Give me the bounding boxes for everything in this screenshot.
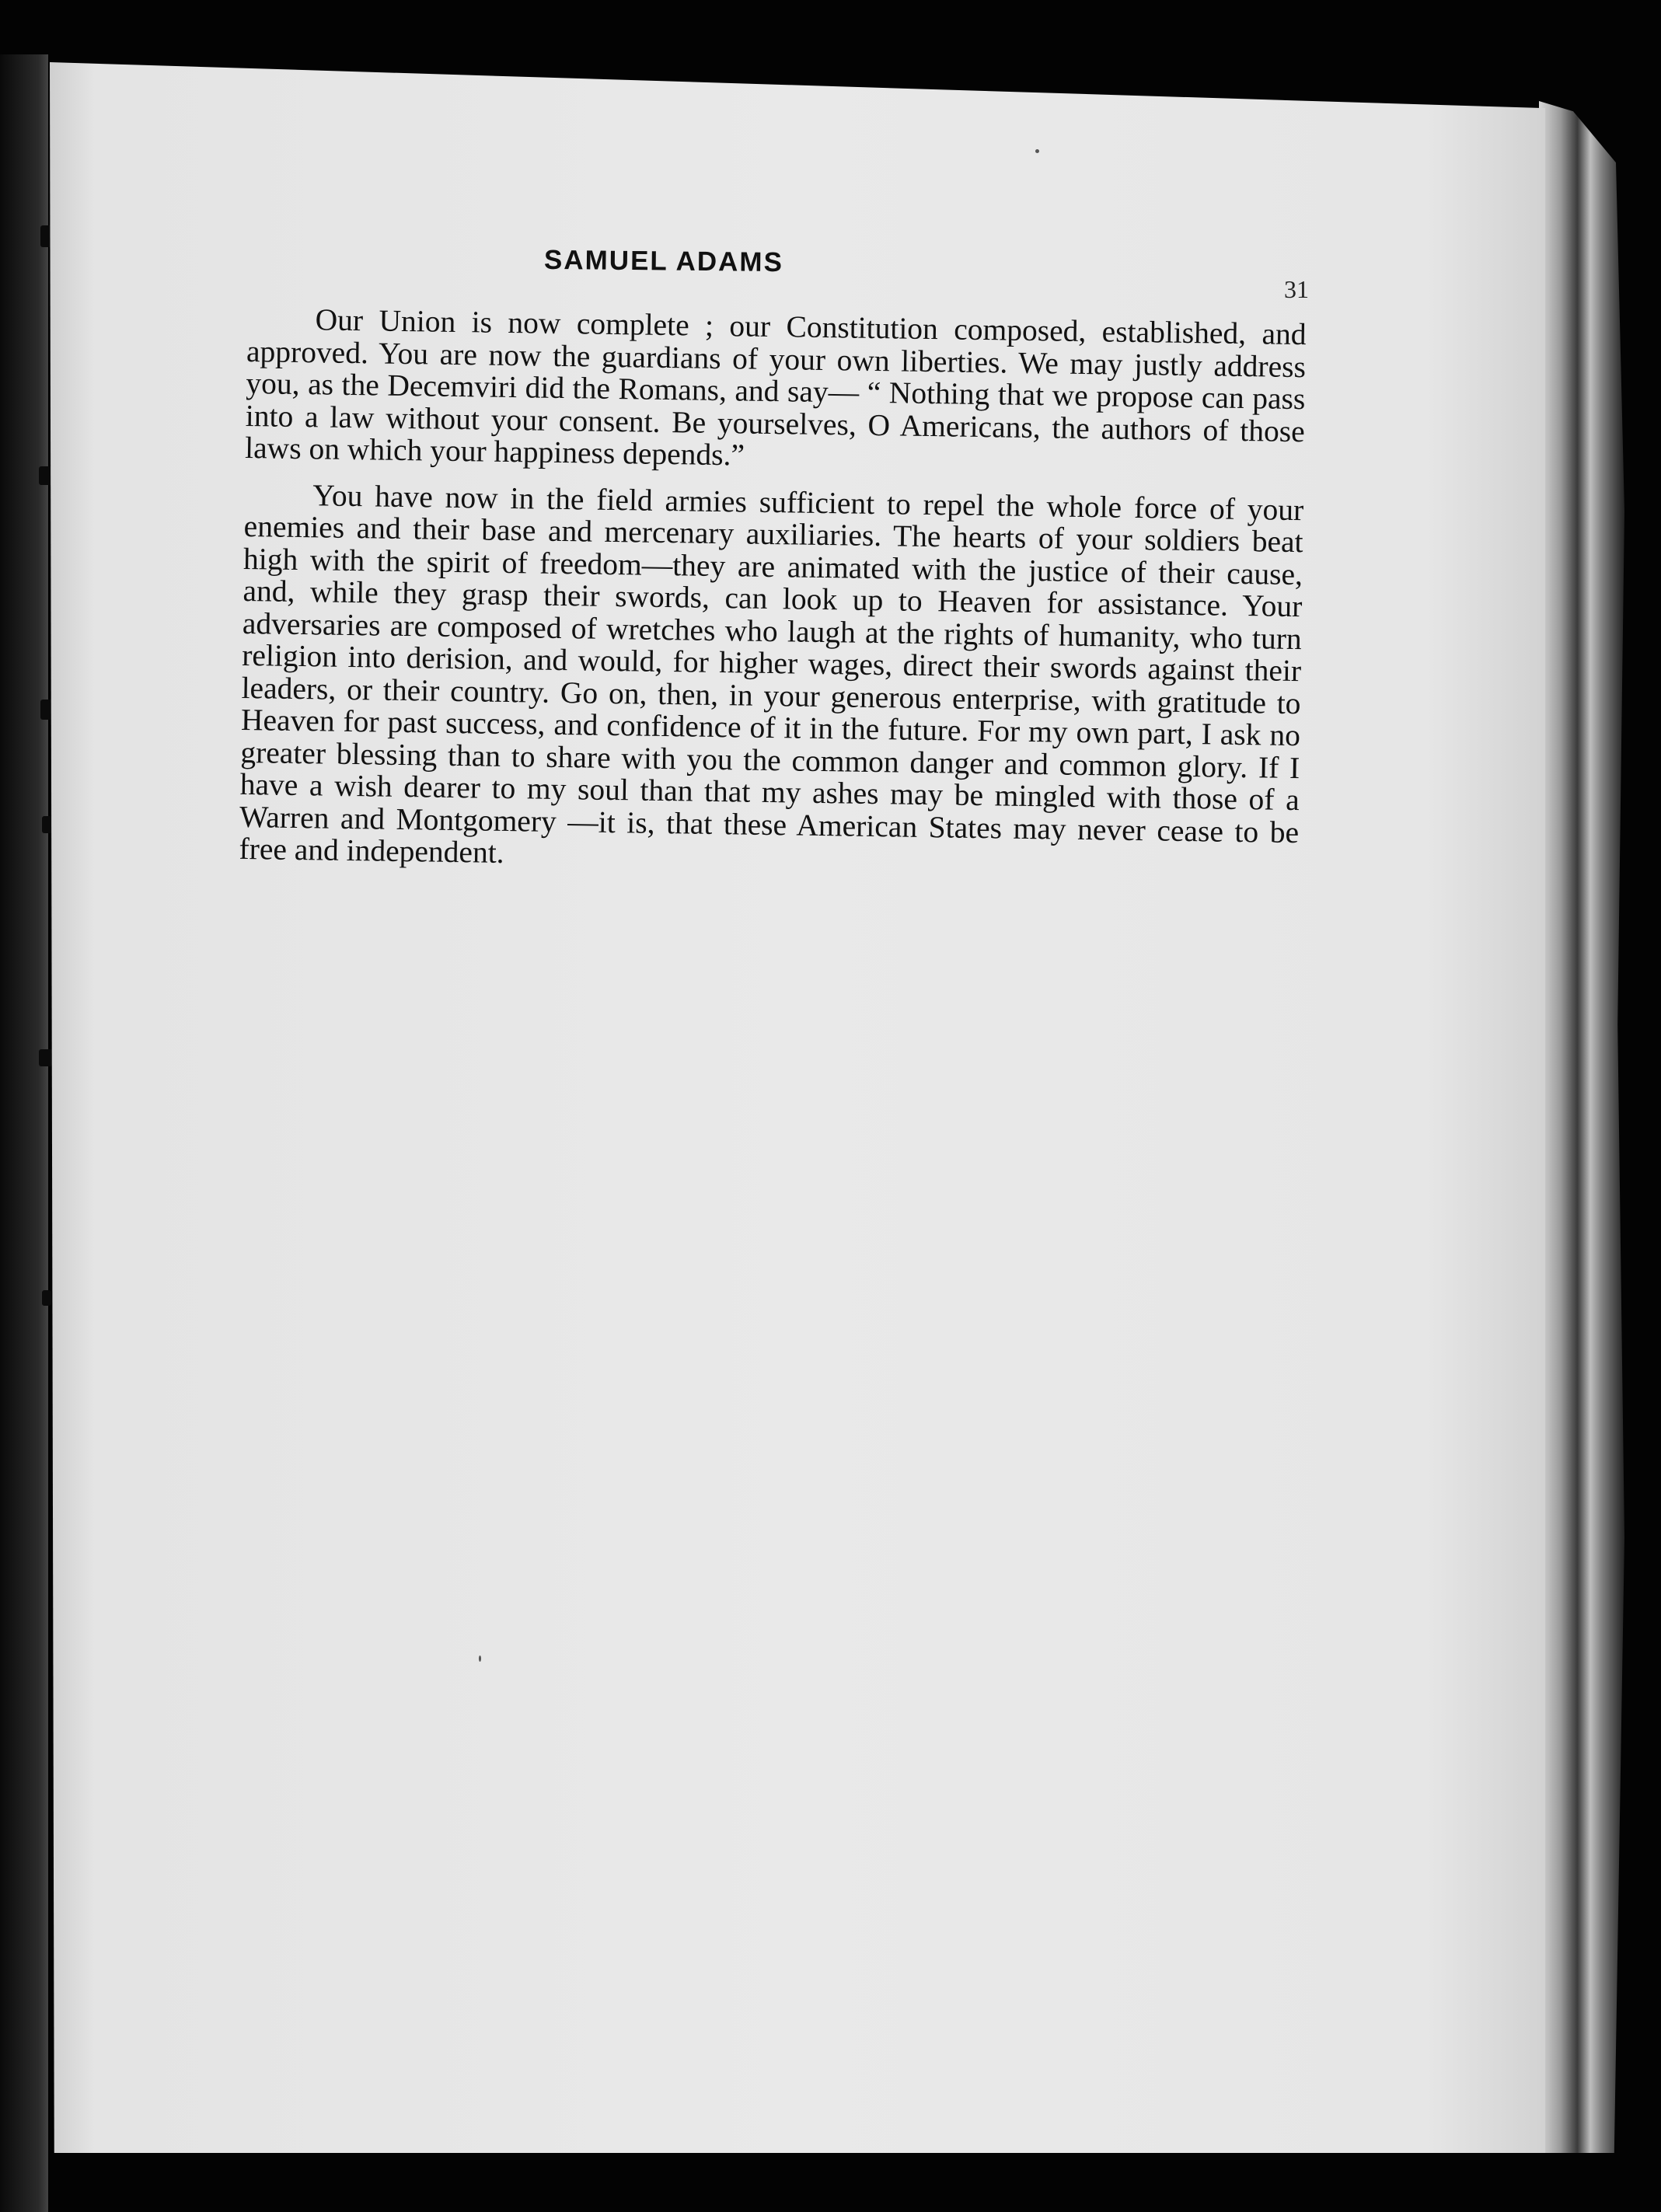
left-page-edge [0, 54, 48, 2212]
binding-mark [42, 816, 53, 833]
paragraph: You have now in the field armies sufficient to repel the whole force of your enemies and their base and mercenary auxiliaries. The hearts of your soldiers beat high with the spirit of freedom—they are animated with the justice of their cause, and, while they grasp their swords, can look up to Heaven for assistance. Your adversaries are composed of wretches who laugh at the rights of humanity, who turn religion into derision, and would, for higher wages, direct their swords against their leaders, or their country. Go on, then, in your generous enterprise, with gratitude to Heaven for past success, and confidence of it in the future. For my own part, I ask no greater blessing than to share with you the common danger and common glory. If I have a wish dearer to my soul than that my ashes may be mingled with those of a Warren and Montgomery —it is, that these American States may never cease to be free and independent. [239, 477, 1304, 870]
page-number: 31 [1284, 275, 1309, 303]
binding-mark [42, 1290, 51, 1306]
right-page-edges [1539, 101, 1624, 2153]
paragraph: Our Union is now complete ; our Constitution composed, established, and approved. You are now the guardians of your own liberties. We may justly address you, as the Decemviri did the Romans, and say— “ Nothing that we propose can pass into a law without your consent. Be yourselves, O Americans, the authors of those laws on which your happiness depends.” [244, 302, 1307, 473]
body-text [239, 303, 1307, 895]
paper-speck [1035, 149, 1039, 153]
running-head: SAMUEL ADAMS [543, 244, 784, 278]
paper-speck [479, 1656, 481, 1662]
